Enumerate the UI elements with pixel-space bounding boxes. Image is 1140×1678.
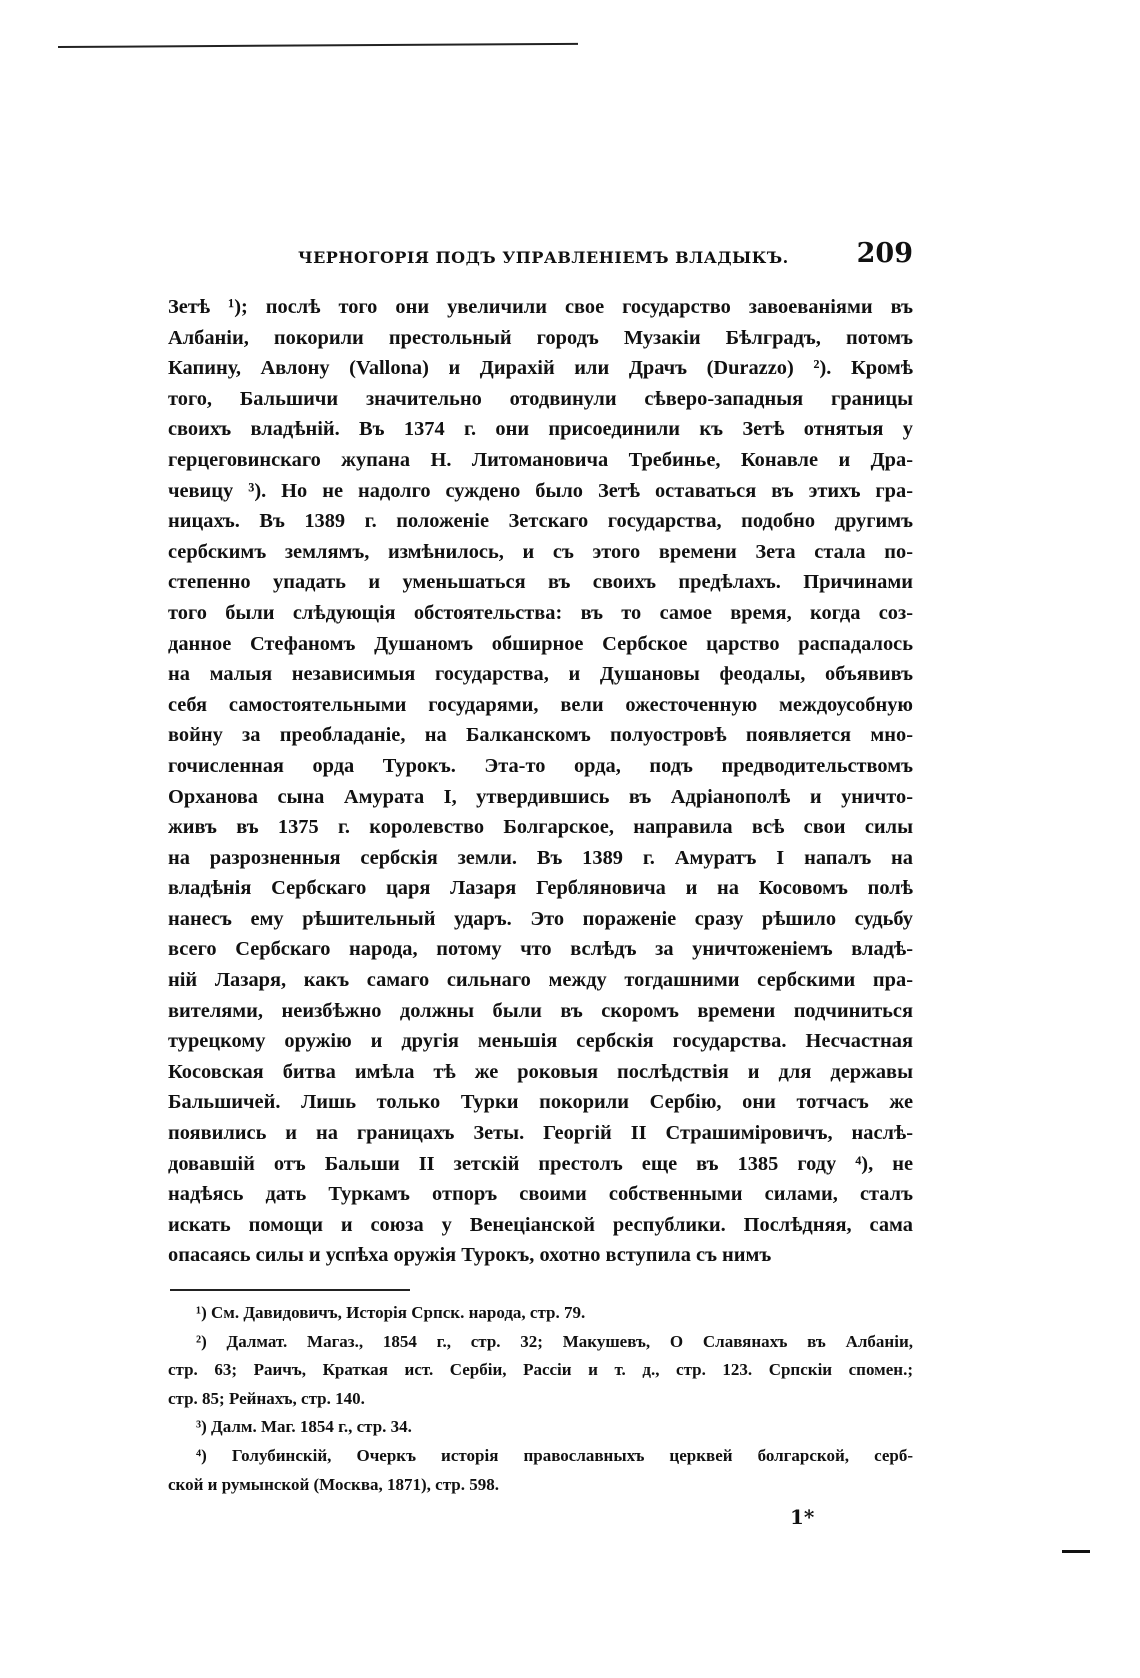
footnote-line: ²) Далмат. Магаз., 1854 г., стр. 32; Макушевъ, О Славянахъ въ Албаніи, [196, 1331, 913, 1351]
footnote-line: стр. 85; Рейнахъ, стр. 140. [168, 1388, 365, 1408]
body-line: своихъ владѣній. Въ 1374 г. они присоединили къ Зетѣ отнятыя у [168, 418, 913, 441]
body-line: всего Сербскаго народа, потому что вслѣдъ за уничтоженіемъ владѣ- [168, 938, 913, 961]
body-line: сербскимъ землямъ, измѣнилось, и съ этого времени Зета стала по- [168, 540, 913, 563]
body-line: нанесъ ему рѣшительный ударъ. Это пораженіе сразу рѣшило судьбу [168, 907, 913, 930]
footnote-line: ³) Далм. Маг. 1854 г., стр. 34. [196, 1417, 412, 1437]
body-line: владѣнія Сербскаго царя Лазаря Гербляновича и на Косовомъ полѣ [168, 877, 913, 900]
body-line: ницахъ. Въ 1389 г. положеніе Зетскаго государства, подобно другимъ [168, 510, 913, 533]
body-line: себя самостоятельными государями, вели ожесточенную междоусобную [168, 693, 913, 716]
body-line: Капину, Авлону (Vallona) и Дирахій или Драчъ (Durazzo) ²). Кромѣ [168, 357, 913, 380]
top-rule [58, 43, 578, 48]
body-line: Бальшичей. Лишь только Турки покорили Сербію, они тотчасъ же [168, 1091, 913, 1114]
body-line: на разрозненныя сербскія земли. Въ 1389 г. Амуратъ I напалъ на [168, 846, 913, 869]
signature-mark: 1* [790, 1505, 815, 1529]
body-line: герцеговинскаго жупана Н. Литомановича Требинье, Конавле и Дра- [168, 448, 913, 471]
footnotes [168, 1299, 913, 1499]
body-line: данное Стефаномъ Душаномъ обширное Сербское царство распадалось [168, 632, 913, 655]
body-line: турецкому оружію и другія меньшія сербскія государства. Несчастная [168, 1030, 913, 1053]
footnote-line: ⁴) Голубинскій, Очеркъ исторія православныхъ церквей болгарской, серб- [196, 1445, 913, 1465]
body-line: гочисленная орда Турокъ. Эта-то орда, подъ предводительствомъ [168, 754, 913, 777]
body-text [168, 292, 913, 1271]
body-line: довавшій отъ Бальши II зетскій престолъ еще въ 1385 году ⁴), не [168, 1152, 913, 1175]
body-line: степенно упадать и уменьшаться въ своихъ предѣлахъ. Причинами [168, 571, 913, 594]
body-line: Зетѣ ¹); послѣ того они увеличили свое государство завоеваніями въ [168, 296, 913, 318]
body-line: вителями, неизбѣжно должны были въ скоромъ времени подчиниться [168, 999, 913, 1022]
body-line: войну за преобладаніе, на Балканскомъ полуостровѣ появляется мно- [168, 724, 913, 747]
footnote-line: ской и румынской (Москва, 1871), стр. 598. [168, 1474, 499, 1494]
scan-margin [0, 0, 46, 1678]
footnote-rule [170, 1289, 410, 1291]
body-line: опасаясь силы и успѣха оружія Турокъ, охотно вступила съ нимъ [168, 1244, 772, 1267]
body-line: на малыя независимыя государства, и Душановы феодалы, объявивъ [168, 663, 913, 686]
page-number: 209 [856, 238, 913, 269]
body-line: того были слѣдующія обстоятельства: въ то самое время, когда соз- [168, 601, 913, 624]
body-line: Косовская битва имѣла тѣ же роковыя послѣдствія и для державы [168, 1060, 913, 1083]
body-line: живъ въ 1375 г. королевство Болгарское, направила всѣ свои силы [168, 816, 913, 839]
body-line: Орханова сына Амурата I, утвердившись въ Адріанополѣ и уничто- [168, 785, 913, 808]
footnote-line: ¹) См. Давидовичъ, Исторія Српск. народа, стр. 79. [196, 1303, 586, 1322]
book-page [168, 238, 913, 1499]
body-line: того, Бальшичи значительно отодвинули сѣверо-западныя границы [168, 387, 913, 410]
page-header [168, 238, 913, 280]
body-line: ній Лазаря, какъ самаго сильнаго между тогдашними сербскими пра- [168, 969, 913, 992]
body-line: появились и на границахъ Зеты. Георгій II Страшиміровичъ, наслѣ- [168, 1122, 913, 1145]
body-line: надѣясь дать Туркамъ отпоръ своими собственными силами, сталъ [168, 1183, 913, 1206]
body-line: Албаніи, покорили престольный городъ Музакіи Бѣлградъ, потомъ [168, 326, 913, 349]
running-title: ЧЕРНОГОРІЯ ПОДЪ УПРАВЛЕНІЕМЪ ВЛАДЫКЪ. [298, 248, 789, 267]
bottom-dash [1062, 1550, 1090, 1553]
body-line: искать помощи и союза у Венеціанской республики. Послѣдняя, сама [168, 1213, 913, 1236]
body-line: чевицу ³). Но не надолго суждено было Зетѣ оставаться въ этихъ гра- [168, 479, 913, 502]
footnote-line: стр. 63; Раичъ, Краткая ист. Сербіи, Рассіи и т. д., стр. 123. Српскіи спомен.; [168, 1360, 913, 1380]
